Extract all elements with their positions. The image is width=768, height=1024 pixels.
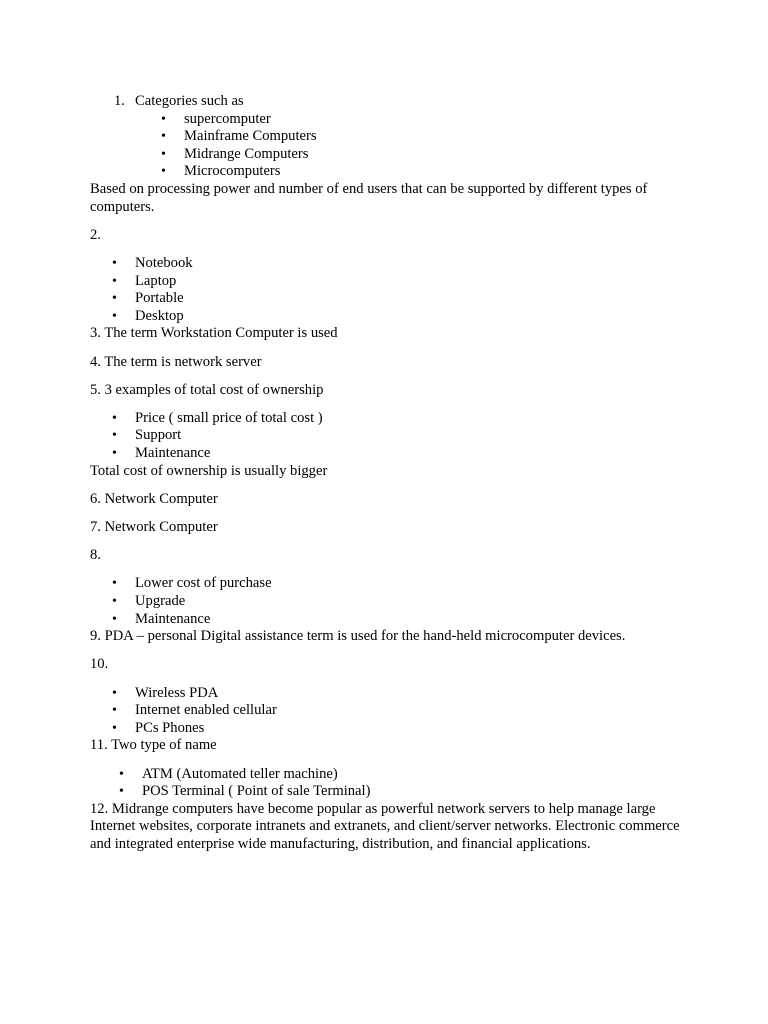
paragraph: Based on processing power and number of end users that can be supported by different types of computers. (90, 180, 648, 215)
list-item: • Desktop (90, 308, 690, 326)
numbered-item-1 (90, 93, 690, 111)
paragraph: 11. Two type of name (90, 737, 217, 754)
list-item: • Price ( small price of total cost ) (90, 410, 690, 428)
item-text: Categories such as (135, 93, 244, 109)
list-item: • Internet enabled cellular (90, 702, 690, 720)
bullet-list-11 (90, 766, 690, 801)
list-item: • Mainframe Computers (90, 128, 690, 146)
list-item: • Notebook (90, 255, 690, 273)
bullet-list-5 (90, 410, 690, 463)
paragraph: 3. The term Workstation Computer is used (90, 325, 338, 342)
item-number: 1. (114, 93, 125, 109)
item-label-2: 2. (90, 226, 101, 243)
bullet-list-10 (90, 685, 690, 738)
item-label-8: 8. (90, 547, 101, 564)
paragraph: Total cost of ownership is usually bigger (90, 462, 328, 479)
paragraph: 5. 3 examples of total cost of ownership (90, 381, 324, 398)
item-label-10: 10. (90, 656, 109, 673)
list-item: • ATM (Automated teller machine) (90, 766, 690, 784)
list-item: • Support (90, 427, 690, 445)
paragraph: 9. PDA – personal Digital assistance term is used for the hand-held microcomputer devices. (90, 628, 626, 645)
list-item: • Lower cost of purchase (90, 575, 690, 593)
list-item: • Laptop (90, 273, 690, 291)
document-page (90, 93, 690, 864)
list-item: • supercomputer (90, 111, 690, 129)
categories-list (90, 111, 690, 181)
list-item: • PCs Phones (90, 720, 690, 738)
list-item: • Midrange Computers (90, 146, 690, 164)
list-item: • POS Terminal ( Point of sale Terminal) (90, 783, 690, 801)
paragraph: 7. Network Computer (90, 519, 218, 536)
paragraph: 4. The term is network server (90, 353, 262, 370)
list-item: • Maintenance (90, 445, 690, 463)
list-item: • Microcomputers (90, 163, 690, 181)
paragraph: 12. Midrange computers have become popular as powerful network servers to help manage large Internet websites, corporate intranets and extranets, and client/server networks. Electronic commerce and integrated enterprise wide manufacturing, distribution, and financial applications. (90, 800, 680, 852)
bullet-list-2 (90, 255, 690, 325)
list-item: • Upgrade (90, 593, 690, 611)
list-item: • Maintenance (90, 611, 690, 629)
paragraph: 6. Network Computer (90, 490, 218, 507)
list-item: • Wireless PDA (90, 685, 690, 703)
list-item: • Portable (90, 290, 690, 308)
bullet-list-8 (90, 575, 690, 628)
